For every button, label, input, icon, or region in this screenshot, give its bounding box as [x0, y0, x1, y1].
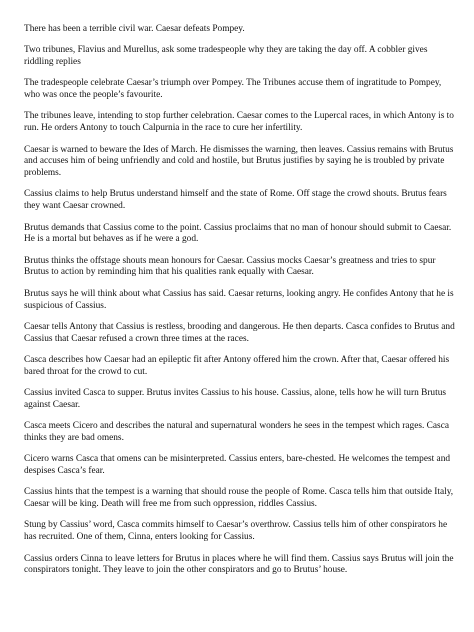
- paragraph-17: Cassius orders Cinna to leave letters for Brutus in places where he will find them. Cassius says Brutus will join the conspirators tonight. They leave to join the other conspirators and go to Brutus’ house.: [24, 553, 454, 576]
- paragraph-8: Brutus thinks the offstage shouts mean honours for Caesar. Cassius mocks Caesar’s greatness and tries to spur Brutus to action by reminding him that his qualities rank equally with Caesar.: [24, 255, 436, 278]
- paragraph-5: Caesar is warned to beware the Ides of March. He dismisses the warning, then leaves. Cassius remains with Brutus and accuses him of being unfriendly and cold and hostile, but Brutus justifies by saying he is troubled by private problems.: [24, 144, 454, 179]
- paragraph-3: The tradespeople celebrate Caesar’s triumph over Pompey. The Tribunes accuse them of ingratitude to Pompey, who was once the people’s favourite.: [24, 78, 442, 101]
- paragraph-7: Brutus demands that Cassius come to the point. Cassius proclaims that no man of honour should submit to Caesar. He is a mortal but behaves as if he were a god.: [24, 222, 452, 245]
- paragraph-1: There has been a terrible civil war. Caesar defeats Pompey.: [24, 24, 245, 34]
- paragraph-12: Cassius invited Casca to supper. Brutus invites Cassius to his house. Cassius, alone, tells how he will turn Brutus against Caesar.: [24, 388, 447, 410]
- paragraph-14: Cicero warns Casca that omens can be misinterpreted. Cassius enters, bare-chested. He welcomes the tempest and despises Casca’s fear.: [24, 454, 451, 477]
- paragraph-2: Two tribunes, Flavius and Murellus, ask some tradespeople why they are taking the day off. A cobbler gives riddling replies: [24, 45, 428, 68]
- document-body: [24, 24, 456, 587]
- paragraph-4: The tribunes leave, intending to stop further celebration. Caesar comes to the Lupercal races, in which Antony is to run. He orders Antony to touch Calpurnia in the race to cure her infertility.: [24, 111, 454, 134]
- paragraph-16: Stung by Cassius’ word, Casca commits himself to Caesar’s overthrow. Cassius tells him of other conspirators he has recruited. One of them, Cinna, enters looking for Cassius.: [24, 520, 448, 543]
- paragraph-6: Cassius claims to help Brutus understand himself and the state of Rome. Off stage the crowd shouts. Brutus fears they want Caesar crowned.: [24, 189, 447, 212]
- paragraph-15: Cassius hints that the tempest is a warning that should rouse the people of Rome. Casca tells him that outside Italy, Caesar will be king. Death will free me from such oppression, riddles Cassius.: [24, 487, 454, 510]
- paragraph-11: Casca describes how Caesar had an epileptic fit after Antony offered him the crown. After that, Caesar offered his bared throat for the crowd to cut.: [24, 354, 450, 377]
- paragraph-10: Caesar tells Antony that Cassius is restless, brooding and dangerous. He then departs. Casca confides to Brutus and Cassius that Caesar refused a crown three times at the races.: [24, 321, 455, 344]
- paragraph-13: Casca meets Cicero and describes the natural and supernatural wonders he sees in the tempest which rages. Casca thinks they are bad omens.: [24, 421, 449, 443]
- paragraph-9: Brutus says he will think about what Cassius has said. Caesar returns, looking angry. He confides Antony that he is suspicious of Cassius.: [24, 288, 454, 311]
